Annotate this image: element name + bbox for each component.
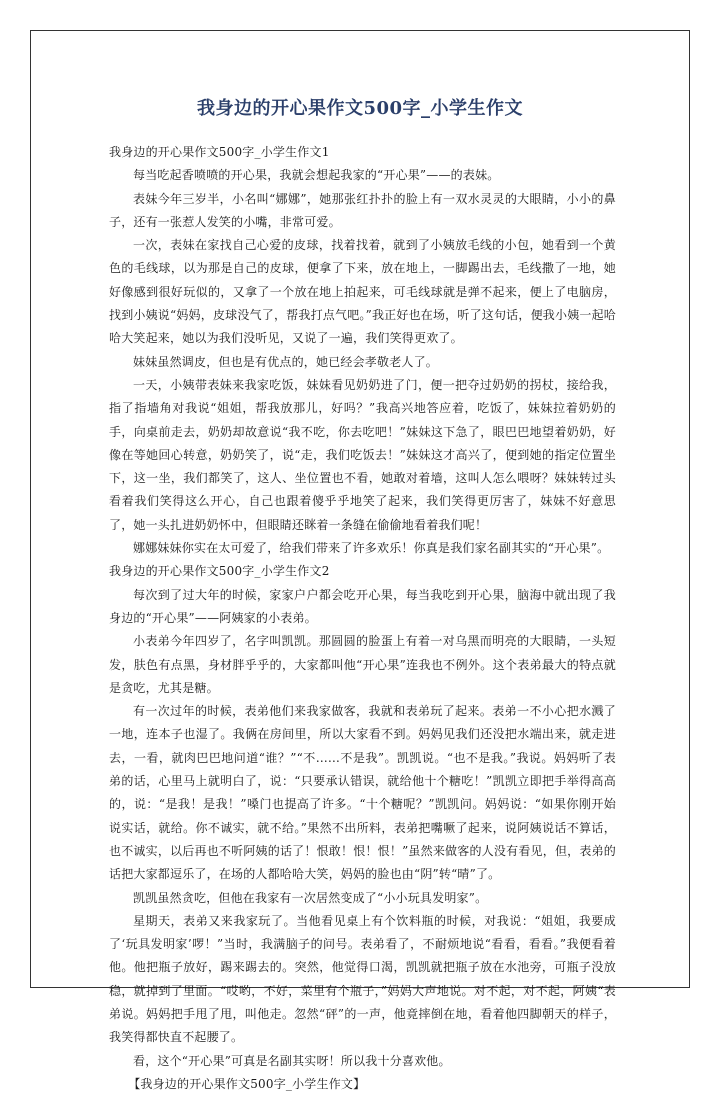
paragraph: 小表弟今年四岁了，名字叫凯凯。那圆圆的脸蛋上有着一对乌黑而明亮的大眼睛，一头短发，肤色有点黑，身材胖乎乎的，大家都叫他“开心果”连我也不例外。这个表弟最大的特点就是贪吃，尤其是糖。 [109, 634, 616, 695]
paragraph: 每次到了过大年的时候，家家户户都会吃开心果，每当我吃到开心果，脑海中就出现了我身边的“开心果”——阿姨家的小表弟。 [109, 587, 616, 625]
paragraph: 一次，表妹在家找自己心爱的皮球，找着找着，就到了小姨放毛线的小包，她看到一个黄色的毛线球，以为那是自己的皮球，便拿了下来，放在地上，一脚踢出去，毛线撒了一地，她好像感到很好玩似的，又拿了一个放在地上拍起来，可毛线球就是弹不起来，便上了电脑房，找到小姨说“妈妈，皮球没气了，帮我打点气吧。”我正好也在场，听了这句话，便我小姨一起哈哈大笑起来，她以为我们没听见，又说了一遍，我们笑得更欢了。 [109, 238, 616, 346]
paragraph: 每当吃起香喷喷的开心果，我就会想起我家的“开心果”——的表妹。 [133, 168, 500, 183]
paragraph: 表妹今年三岁半，小名叫“娜娜”，她那张红扑扑的脸上有一双水灵灵的大眼睛，小小的鼻子，还有一张惹人发笑的小嘴，非常可爱。 [109, 191, 616, 229]
paragraph: 一天，小姨带表妹来我家吃饭，妹妹看见奶奶进了门，便一把夺过奶奶的拐杖，接给我，指了指墙角对我说“姐姐，帮我放那儿，好吗？”我高兴地答应着，吃饭了，妹妹拉着奶奶的手，向桌前走去，奶奶却故意说“我不吃，你去吃吧！”妹妹这下急了，眼巴巴地望着奶奶，好像在等她回心转意，奶奶笑了，说“走，我们吃饭去！”妹妹这才高兴了，便到她的指定位置坐下，这一坐，我们都笑了，这人、坐位置也不看，她敢对着墙，这叫人怎么喂呀？妹妹转过头看着我们笑得这么开心，自己也跟着傻乎乎地笑了起来，我们笑得更厉害了，妹妹不好意思了，她一头扎进奶奶怀中，但眼睛还眯着一条缝在偷偷地看着我们呢！ [109, 377, 616, 532]
paragraph: 看，这个“开心果”可真是名副其实呀！所以我十分喜欢他。 [133, 1053, 451, 1068]
paragraph: 星期天，表弟又来我家玩了。当他看见桌上有个饮料瓶的时候，对我说：“姐姐，我要成了‘玩具发明家’啰！”当时，我满脑子的问号。表弟看了，不耐烦地说“看看，看看。”我便看着他。他把瓶子放好，踢来踢去的。突然，他觉得口渴，凯凯就把瓶子放在水池旁，可瓶子没放稳，就掉到了里面。“哎哟，不好，菜里有个瓶子，”妈妈大声地说。对不起，对不起，阿姨“表弟说。妈妈把手甩了甩，叫他走。忽然“砰”的一声，他竟摔倒在地，看着他四脚朝天的样子，我笑得都快直不起腰了。 [109, 913, 616, 1045]
document-footer-title: 【我身边的开心果作文500字_小学生作文】 [128, 1076, 366, 1091]
document-body [109, 141, 616, 1096]
paragraph: 凯凯虽然贪吃，但他在我家有一次居然变成了“小小玩具发明家”。 [133, 890, 488, 905]
section-heading-1: 我身边的开心果作文500字_小学生作文1 [109, 145, 330, 159]
paragraph: 妹妹虽然调皮，但也是有优点的，她已经会孝敬老人了。 [133, 354, 439, 369]
document-title: 我身边的开心果作文500字_小学生作文 [196, 98, 524, 119]
paragraph: 娜娜妹妹你实在太可爱了，给我们带来了许多欢乐！你真是我们家名副其实的“开心果”。 [133, 541, 610, 556]
paragraph: 有一次过年的时候，表弟他们来我家做客，我就和表弟玩了起来。表弟一不小心把水溅了一地，连本子也湿了。我俩在房间里，所以大家看不到。妈妈见我们还没把水端出来，就走进去，一看，就肉巴巴地问道“谁？”“不……不是我”。凯凯说。“也不是我。”我说。妈妈听了表弟的话，心里马上就明白了，说：“只要承认错误，就给他十个糖吃！”凯凯立即把手举得高高的，说：“是我！是我！”嗓门也提高了许多。“十个糖呢？”凯凯问。妈妈说：“如果你刚开始说实话，就给。你不诚实，就不给。”果然不出所料，表弟把嘴噘了起来，说阿姨说话不算话，也不诚实，以后再也不听阿姨的话了！恨敢！恨！恨！”虽然来做客的人没有看见，但，表弟的话把大家都逗乐了，在场的人都哈哈大笑，妈妈的脸也由“阴”转“晴”了。 [109, 704, 616, 882]
section-heading-2: 我身边的开心果作文500字_小学生作文2 [109, 564, 330, 579]
